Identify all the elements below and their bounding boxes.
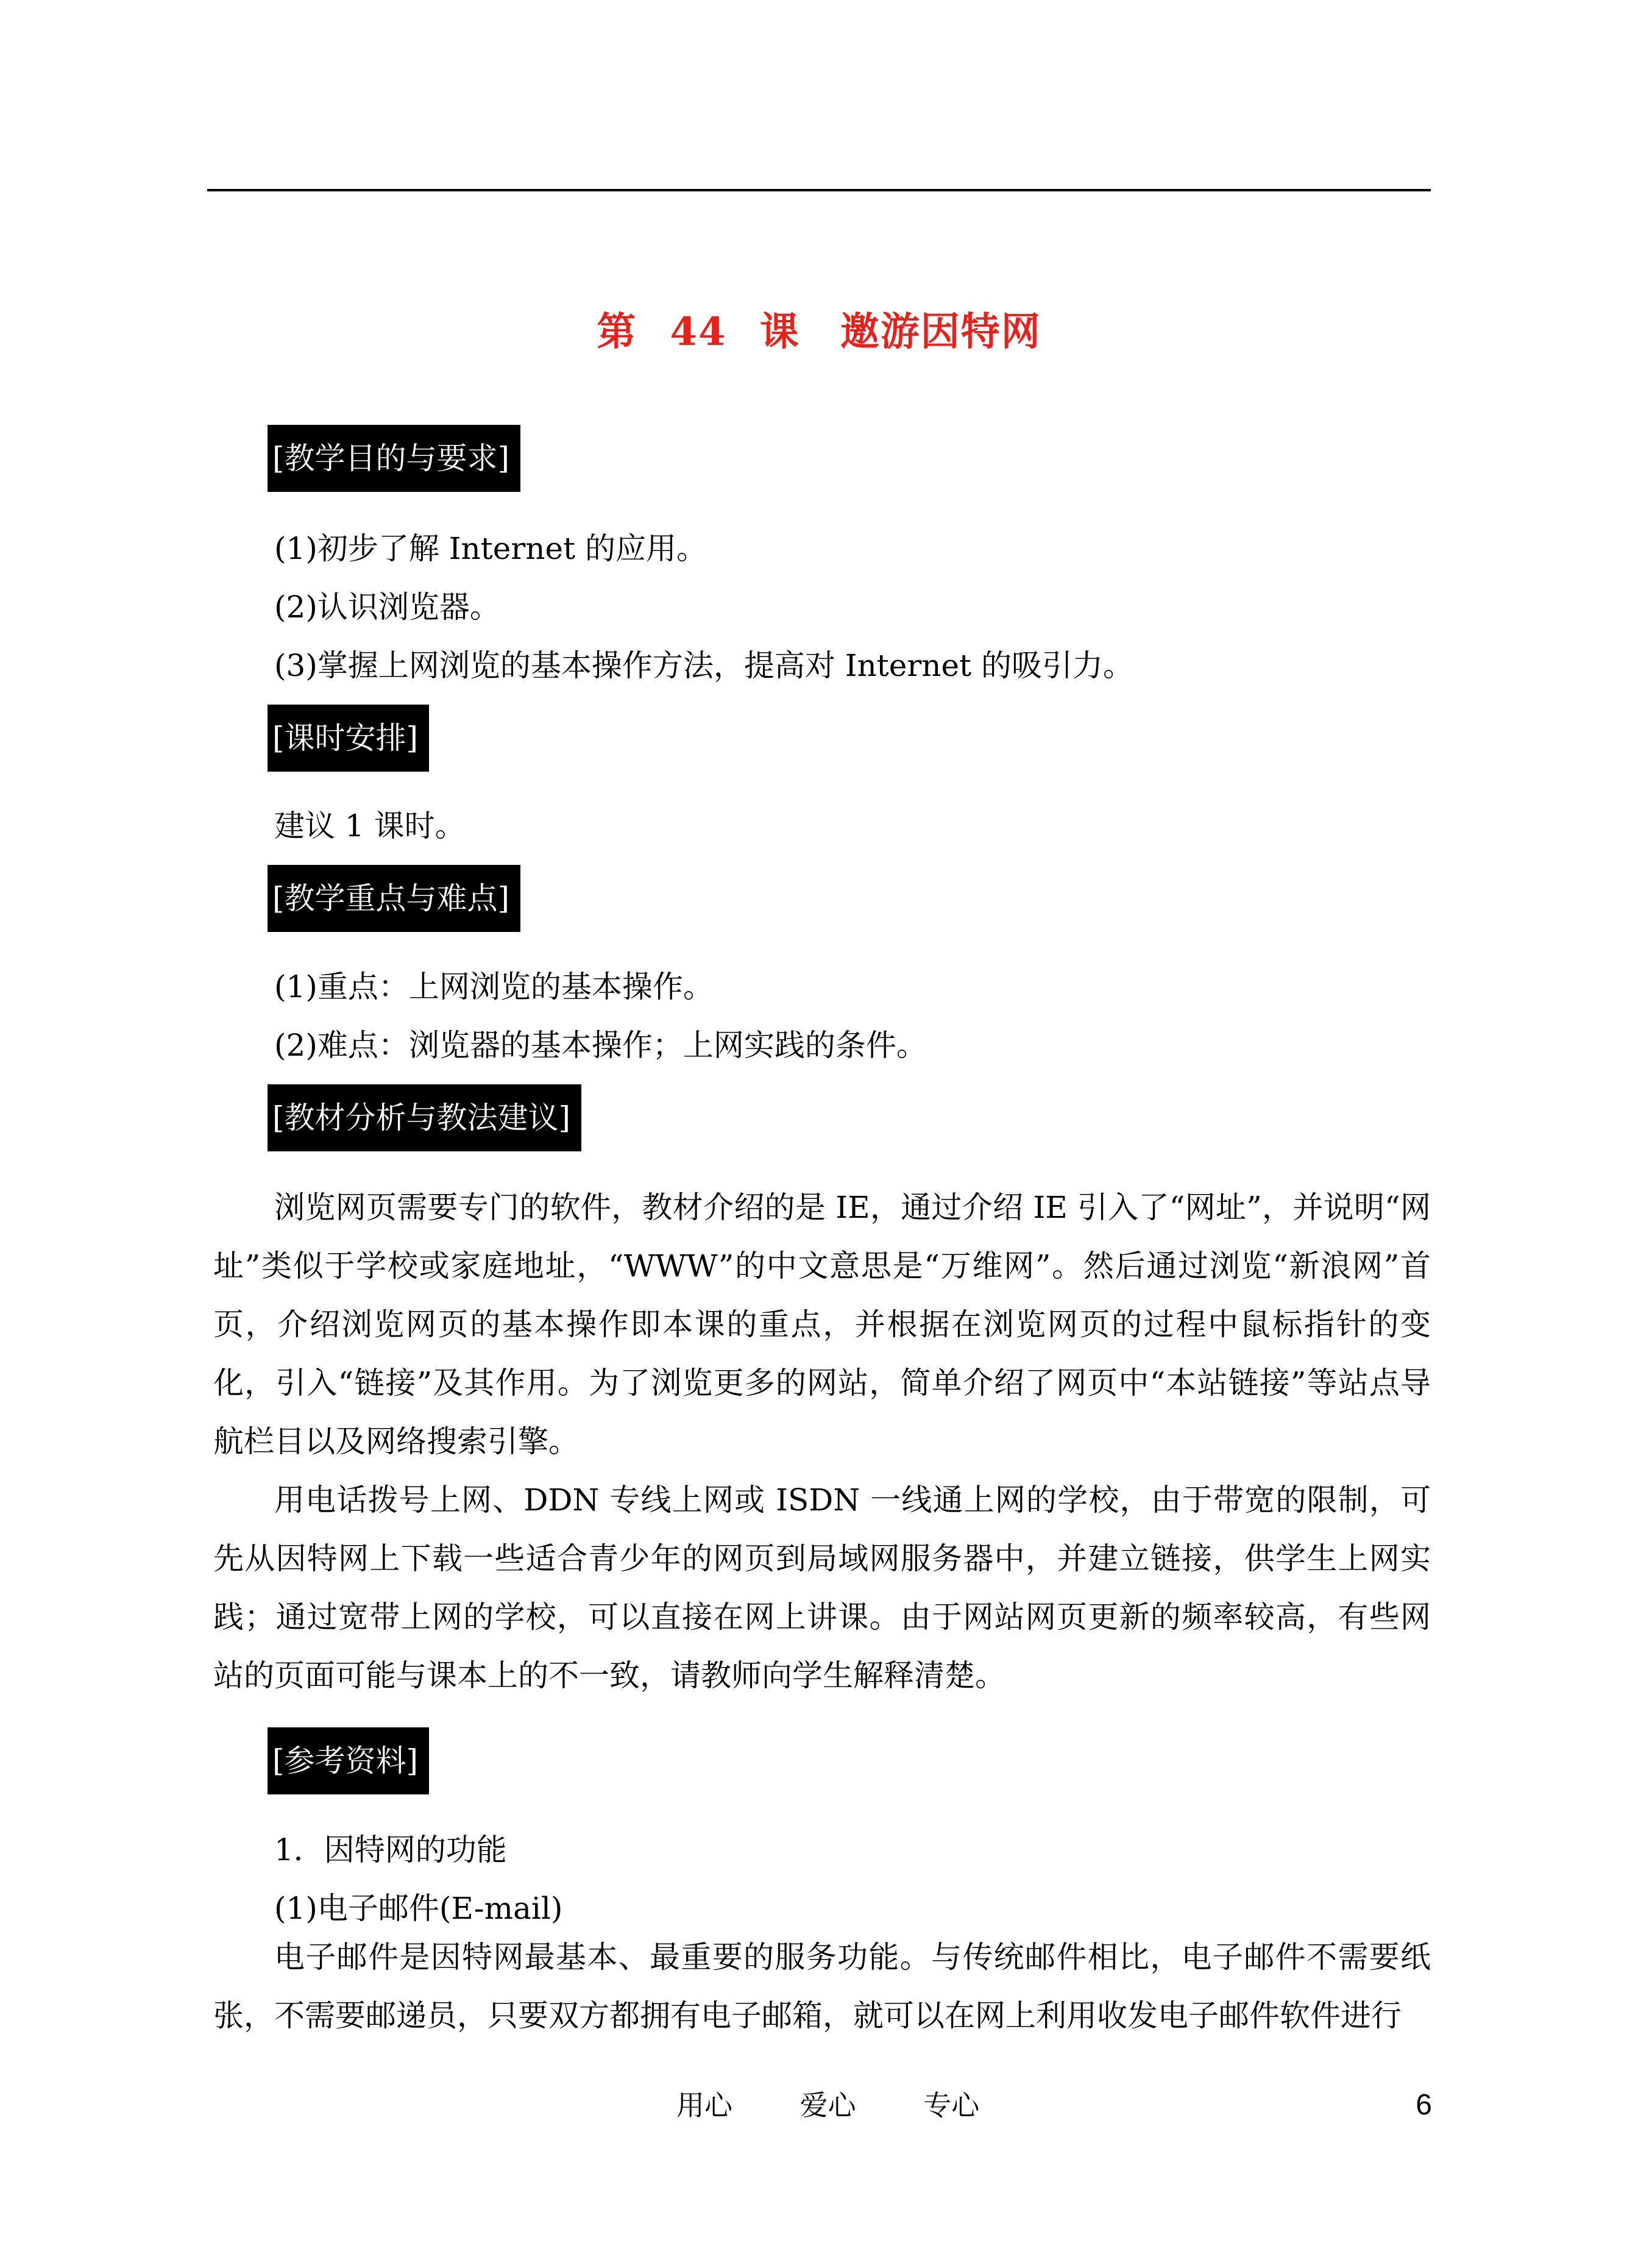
footer-motto: 爱心	[800, 2089, 856, 2122]
reference-heading: 1．因特网的功能	[274, 1832, 507, 1868]
footer-mottos	[676, 2087, 1038, 2124]
section-label-keypoints: [教学重点与难点]	[268, 865, 520, 932]
objective-item: (1)初步了解 Internet 的应用。	[274, 531, 707, 566]
header-rule	[207, 189, 1431, 191]
analysis-paragraph: 用电话拨号上网、DDN 专线上网或 ISDN 一线通上网的学校，由于带宽的限制，可先从因特网上下载一些适合青少年的网页到局域网服务器中，并建立链接，供学生上网实践；通过宽带上网的学校，可以直接在网上讲课。由于网站网页更新的频率较高，有些网站的页面可能与课本上的不一致，请教师向学生解释清楚。	[213, 1482, 1431, 1693]
section-label-references: [参考资料]	[268, 1727, 429, 1794]
schedule-text: 建议 1 课时。	[274, 808, 466, 844]
keypoint-item: (1)重点：上网浏览的基本操作。	[274, 969, 714, 1004]
lesson-title: 第 44 课 邀游因特网	[597, 309, 1041, 355]
objective-item: (3)掌握上网浏览的基本操作方法，提高对 Internet 的吸引力。	[274, 648, 1134, 683]
page-number: 6	[1416, 2089, 1432, 2121]
objective-item: (2)认识浏览器。	[274, 589, 500, 625]
footer-motto: 用心	[676, 2089, 732, 2122]
keypoint-item: (2)难点：浏览器的基本操作；上网实践的条件。	[274, 1028, 927, 1063]
reference-subheading: (1)电子邮件(E-mail)	[274, 1891, 563, 1926]
section-label-analysis: [教材分析与教法建议]	[268, 1084, 581, 1151]
reference-paragraph: 电子邮件是因特网最基本、最重要的服务功能。与传统邮件相比，电子邮件不需要纸张，不需要邮递员，只要双方都拥有电子邮箱，就可以在网上利用收发电子邮件软件进行	[213, 1939, 1431, 2033]
analysis-paragraph: 浏览网页需要专门的软件，教材介绍的是 IE，通过介绍 IE 引入了“网址”，并说明“网址”类似于学校或家庭地址，“WWW”的中文意思是“万维网”。然后通过浏览“新浪网”首页，介绍浏览网页的基本操作即本课的重点，并根据在浏览网页的过程中鼠标指针的变化，引入“链接”及其作用。为了浏览更多的网站，简单介绍了网页中“本站链接”等站点导航栏目以及网络搜索引擎。	[213, 1190, 1431, 1459]
section-label-schedule: [课时安排]	[268, 705, 429, 772]
footer-motto: 专心	[923, 2089, 980, 2122]
section-label-objectives: [教学目的与要求]	[268, 425, 520, 492]
